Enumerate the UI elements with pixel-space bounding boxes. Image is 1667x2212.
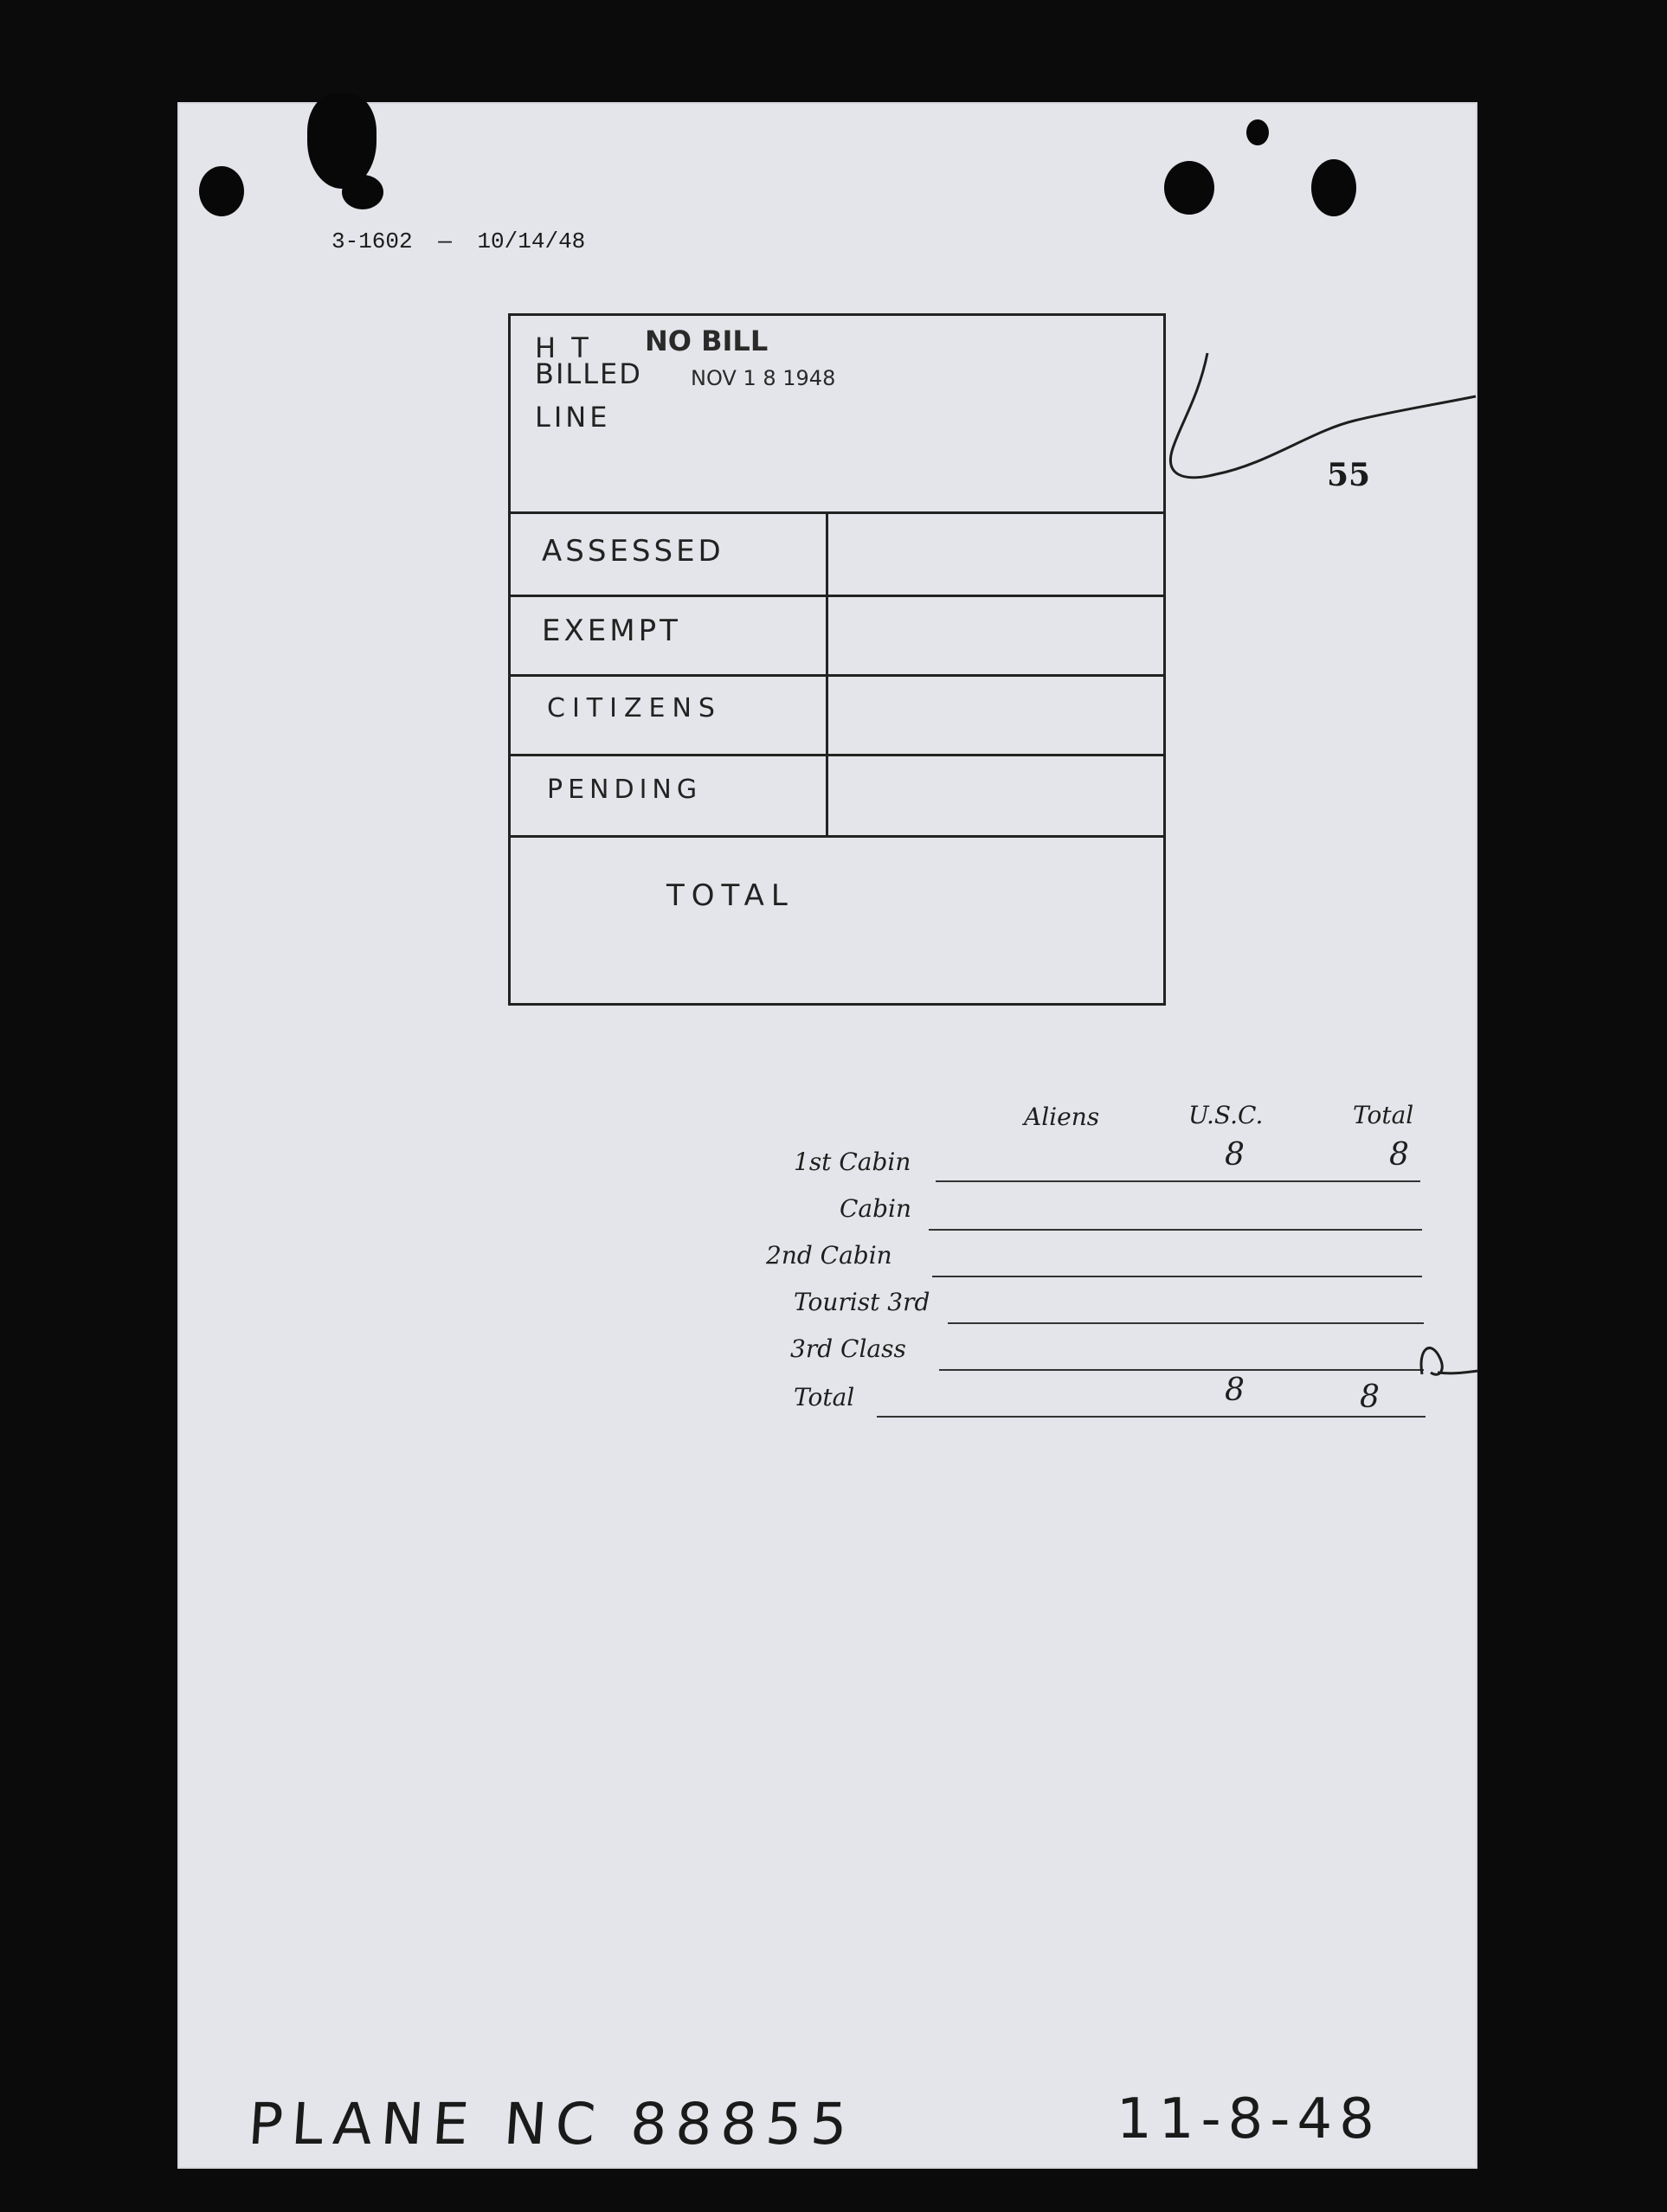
document-page [177,102,1477,2169]
row-value-1st-cabin-total: 8 [1389,1137,1409,1173]
row-exempt: EXEMPT [542,614,681,648]
stamp-no-bill: NO BILL [645,325,769,357]
page-number: 55 [1327,457,1371,493]
row-label-2nd-cabin: 2nd Cabin [766,1241,892,1270]
column-divider [826,511,828,835]
row-citizens: CITIZENS [547,693,722,723]
row-line-total [877,1416,1426,1418]
row-label-1st-cabin: 1st Cabin [794,1148,911,1176]
header-separator: — [438,228,452,254]
row-value-total-usc: 8 [1225,1373,1245,1408]
plane-registration: PLANE NC 88855 [246,2091,859,2157]
punch-hole-right [1164,161,1214,215]
row-total: TOTAL [666,878,795,913]
row-label-total: Total [794,1383,855,1411]
punch-hole-far-right [1311,159,1356,216]
row-line-1st-cabin [936,1180,1420,1182]
form-date: 10/14/48 [477,228,586,254]
divider-row-3 [511,754,1166,756]
row-line-3rd-class [939,1369,1424,1371]
row-value-total-total: 8 [1360,1379,1380,1415]
row-line-cabin [929,1229,1422,1231]
column-header-usc: U.S.C. [1188,1101,1264,1129]
billing-stamp-box [508,313,1166,1006]
row-assessed: ASSESSED [542,534,724,569]
form-header [331,228,585,254]
column-header-total: Total [1353,1101,1414,1129]
row-line-tourist-3rd [948,1322,1424,1324]
row-label-3rd-class: 3rd Class [790,1334,906,1363]
stamp-date: NOV 1 8 1948 [691,366,836,390]
line-ht: H T [535,331,592,364]
divider-row-4 [511,835,1166,838]
row-value-1st-cabin-usc: 8 [1225,1137,1245,1173]
line-billed: BILLED [535,357,642,390]
row-pending: PENDING [547,775,703,805]
divider-header [511,511,1166,514]
punch-hole-left [199,166,244,216]
footer-date: 11-8-48 [1117,2087,1381,2151]
divider-row-1 [511,595,1166,597]
pen-check-mark [1147,344,1493,518]
punch-hole-left-2 [342,175,383,209]
row-label-tourist-3rd: Tourist 3rd [794,1288,930,1316]
row-label-cabin: Cabin [840,1194,912,1223]
line-line: LINE [535,401,611,434]
divider-row-2 [511,674,1166,677]
pen-scribble [1413,1331,1483,1383]
ink-mark-top-right [1246,119,1269,145]
form-number: 3-1602 [331,228,413,254]
row-line-2nd-cabin [932,1276,1422,1277]
column-header-aliens: Aliens [1024,1103,1100,1131]
